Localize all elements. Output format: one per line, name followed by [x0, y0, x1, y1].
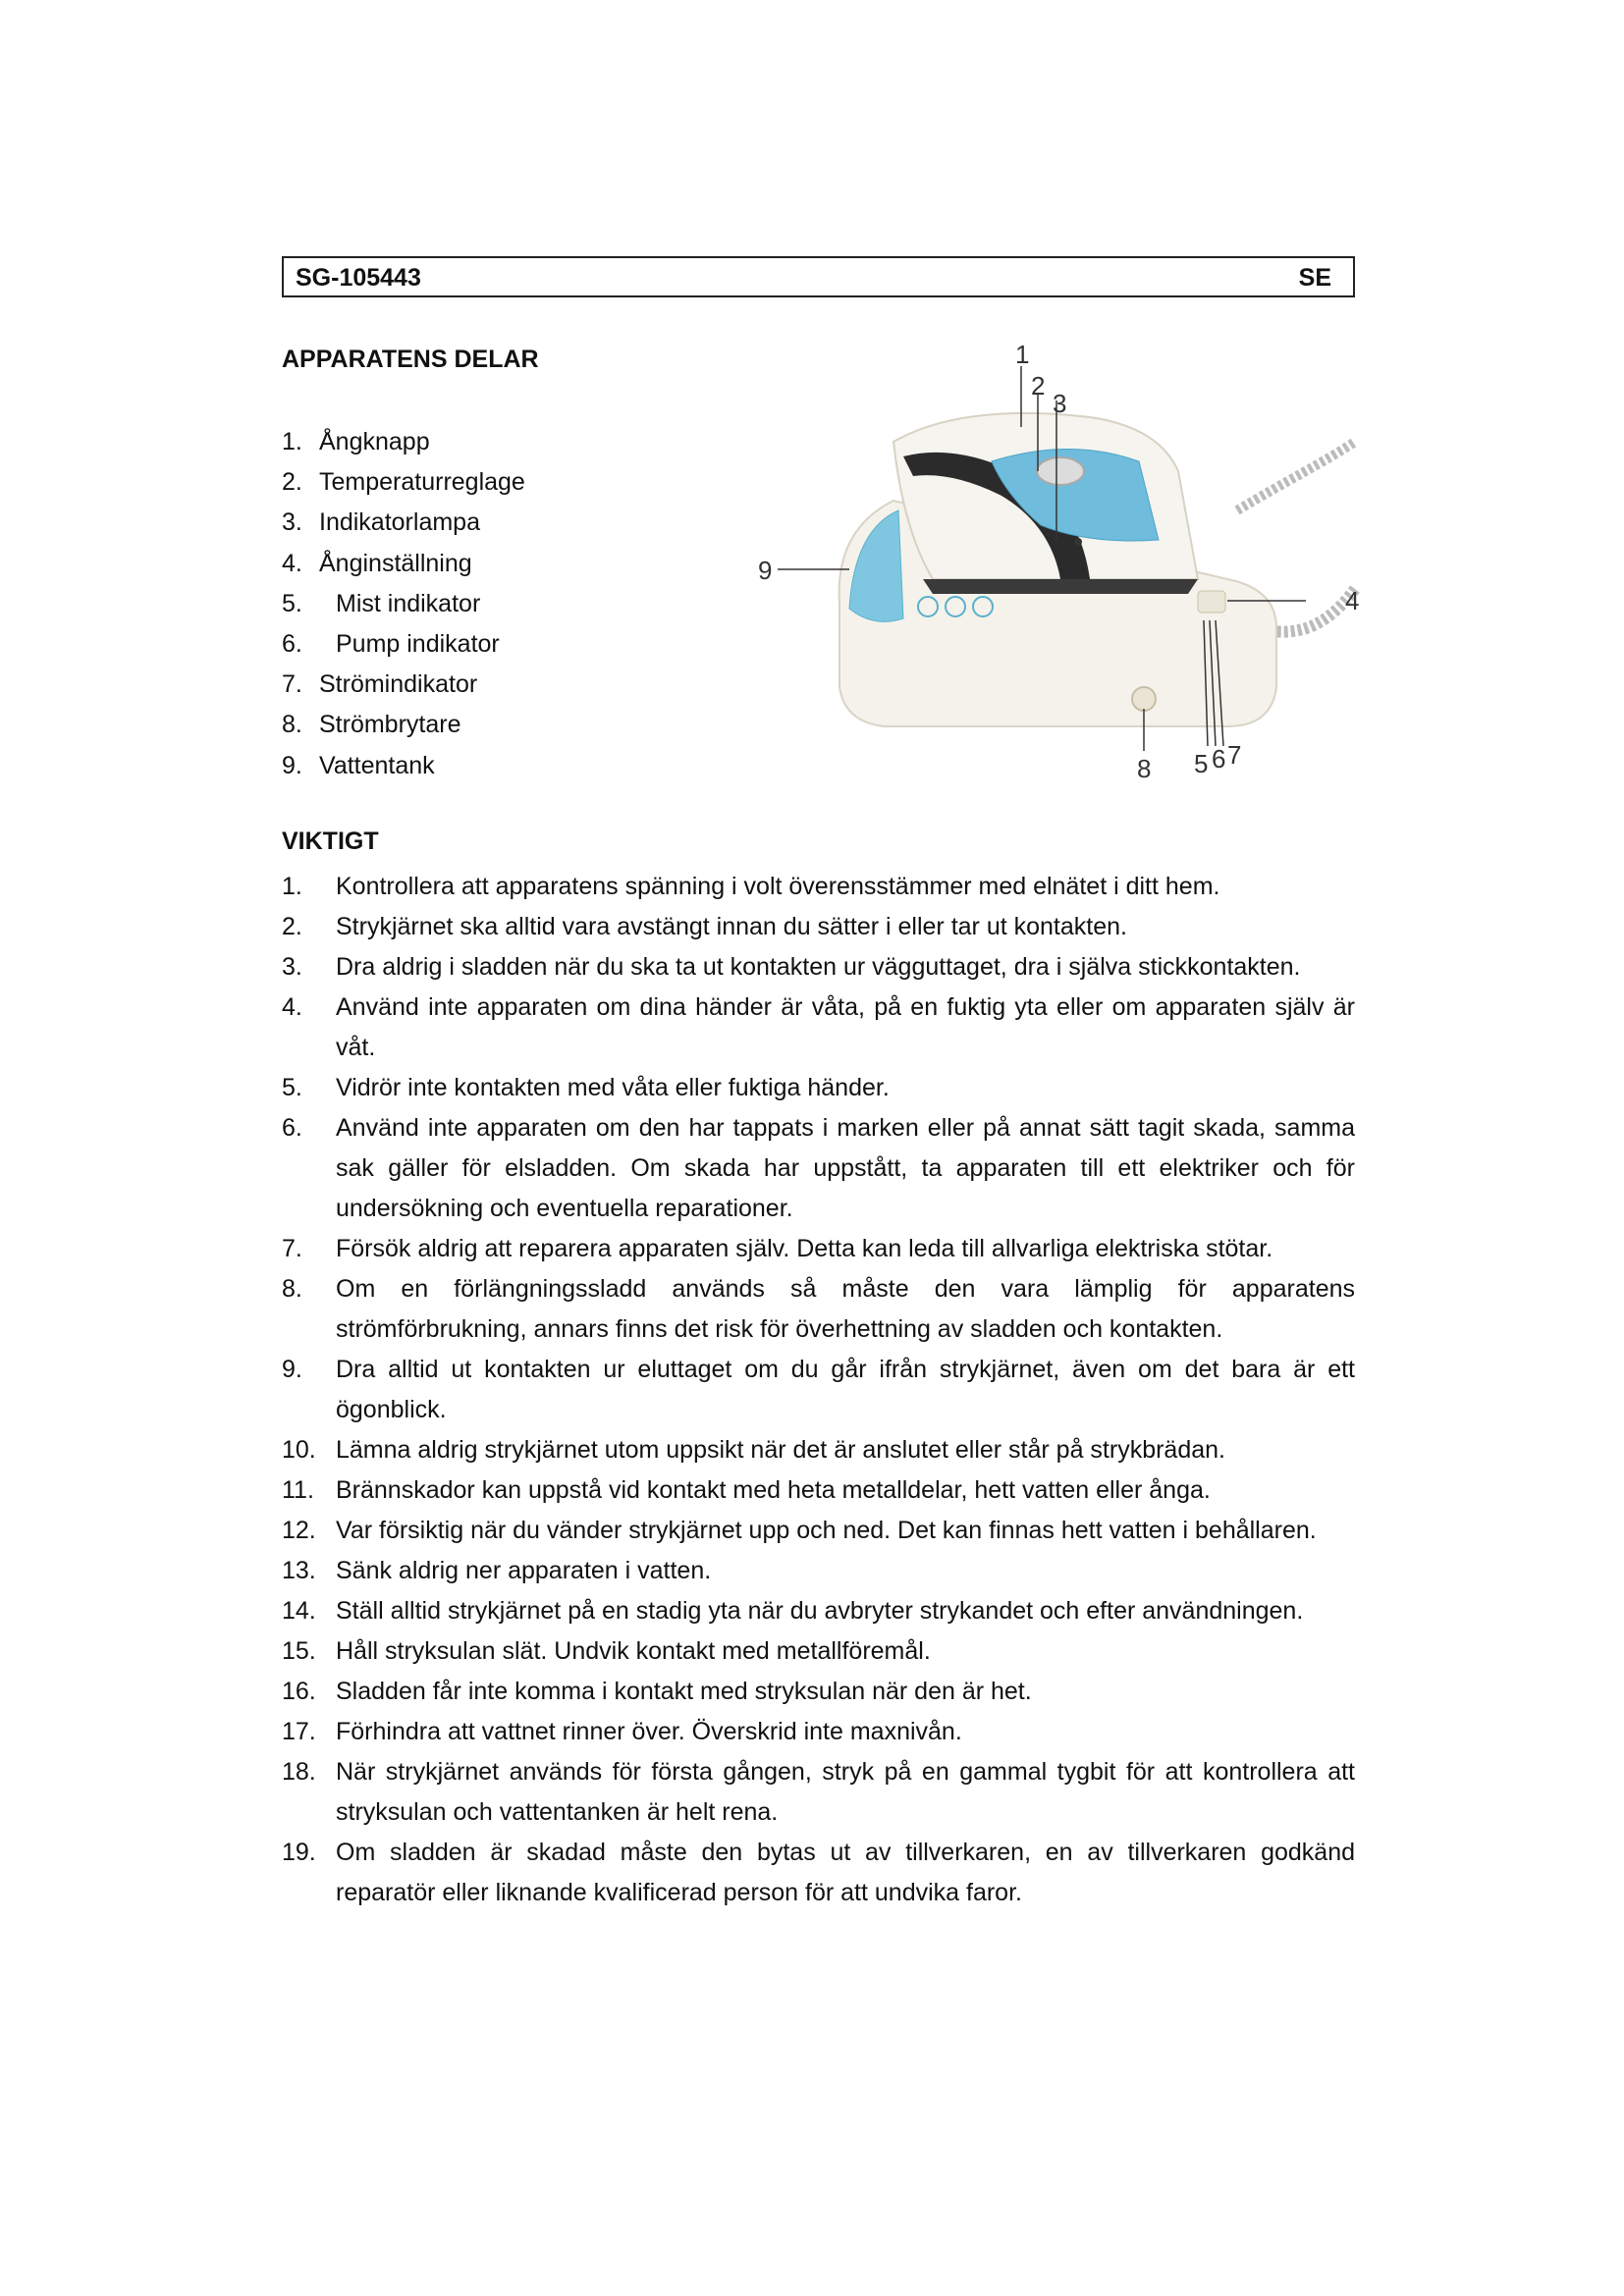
list-item: 4. Ånginställning [282, 549, 472, 577]
list-item: 5. Vidrör inte kontakten med våta eller fuktiga händer. [282, 1074, 890, 1101]
callout-7: 7 [1227, 740, 1242, 770]
list-item: 1. Kontrollera att apparatens spänning i volt överensstämmer med elnätet i ditt hem. [282, 873, 1220, 900]
callout-4: 4 [1345, 586, 1360, 615]
list-item: 11. Brännskador kan uppstå vid kontakt med heta metalldelar, hett vatten eller ånga. [282, 1476, 1211, 1504]
list-item: 6. Använd inte apparaten om den har tappats i marken eller på annat sätt tagit skada, samma sak gäller för elsladden. Om skada har uppstått, ta apparaten till ett elektriker och för undersökning och eventuella reparationer. [282, 1114, 1355, 1222]
list-item: 14. Ställ alltid strykjärnet på en stadig yta när du avbryter strykandet och efter användningen. [282, 1597, 1304, 1625]
language-code: SE [1298, 264, 1331, 292]
steam-iron-illustration [758, 334, 1394, 805]
parts-title: APPARATENS DELAR [282, 346, 539, 373]
list-item: 16. Sladden får inte komma i kontakt med stryksulan när den är het. [282, 1678, 1032, 1705]
callout-9: 9 [758, 556, 773, 585]
list-item: 9. Dra alltid ut kontakten ur eluttaget om du går ifrån strykjärnet, även om det bara är ett ögonblick. [282, 1356, 1355, 1423]
callout-2: 2 [1031, 371, 1046, 400]
document-header [282, 256, 1355, 297]
callout-1: 1 [1015, 340, 1030, 369]
list-item: 15. Håll stryksulan slät. Undvik kontakt med metallföremål. [282, 1637, 931, 1665]
list-item: 7. Strömindikator [282, 670, 478, 699]
list-item: 18. När strykjärnet används för första gången, stryk på en gammal tygbit för att kontrollera att stryksulan och vattentanken är helt rena. [282, 1758, 1355, 1826]
list-item: 3. Indikatorlampa [282, 508, 480, 537]
list-item: 17. Förhindra att vattnet rinner över. Överskrid inte maxnivån. [282, 1718, 962, 1745]
list-item: 19. Om sladden är skadad måste den bytas ut av tillverkaren, en av tillverkaren godkänd reparatör eller liknande kvalificerad person för att undvika faror. [282, 1839, 1355, 1906]
important-list [282, 867, 1355, 1913]
callout-8: 8 [1137, 754, 1152, 783]
list-item: 2. Temperaturreglage [282, 468, 525, 497]
list-item: 9. Vattentank [282, 751, 435, 779]
list-item: 6. Pump indikator [282, 629, 500, 658]
callout-3: 3 [1053, 389, 1067, 418]
list-item: 5. Mist indikator [282, 589, 481, 617]
list-item: 3. Dra aldrig i sladden när du ska ta ut kontakten ur vägguttaget, dra i själva stickkontakten. [282, 953, 1301, 981]
list-item: 1. Ångknapp [282, 428, 430, 455]
callout-5: 5 [1194, 749, 1209, 778]
important-title: VIKTIGT [282, 828, 379, 855]
list-item: 8. Strömbrytare [282, 711, 461, 739]
list-item: 7. Försök aldrig att reparera apparaten själv. Detta kan leda till allvarliga elektriska stötar. [282, 1235, 1273, 1262]
list-item: 4. Använd inte apparaten om dina händer är våta, på en fuktig yta eller om apparaten själv är våt. [282, 993, 1355, 1061]
list-item: 13. Sänk aldrig ner apparaten i vatten. [282, 1557, 712, 1584]
list-item: 2. Strykjärnet ska alltid vara avstängt innan du sätter i eller tar ut kontakten. [282, 913, 1127, 940]
list-item: 8. Om en förlängningssladd används så måste den vara lämplig för apparatens strömförbrukning, annars finns det risk för överhettning av sladden och kontakten. [282, 1275, 1355, 1343]
model-code: SG-105443 [296, 264, 421, 292]
list-item: 12. Var försiktig när du vänder strykjärnet upp och ned. Det kan finnas hett vatten i behållaren. [282, 1517, 1317, 1544]
parts-list [282, 422, 525, 786]
callout-6: 6 [1212, 744, 1226, 774]
list-item: 10. Lämna aldrig strykjärnet utom uppsikt när det är anslutet eller står på strykbrädan. [282, 1436, 1225, 1464]
